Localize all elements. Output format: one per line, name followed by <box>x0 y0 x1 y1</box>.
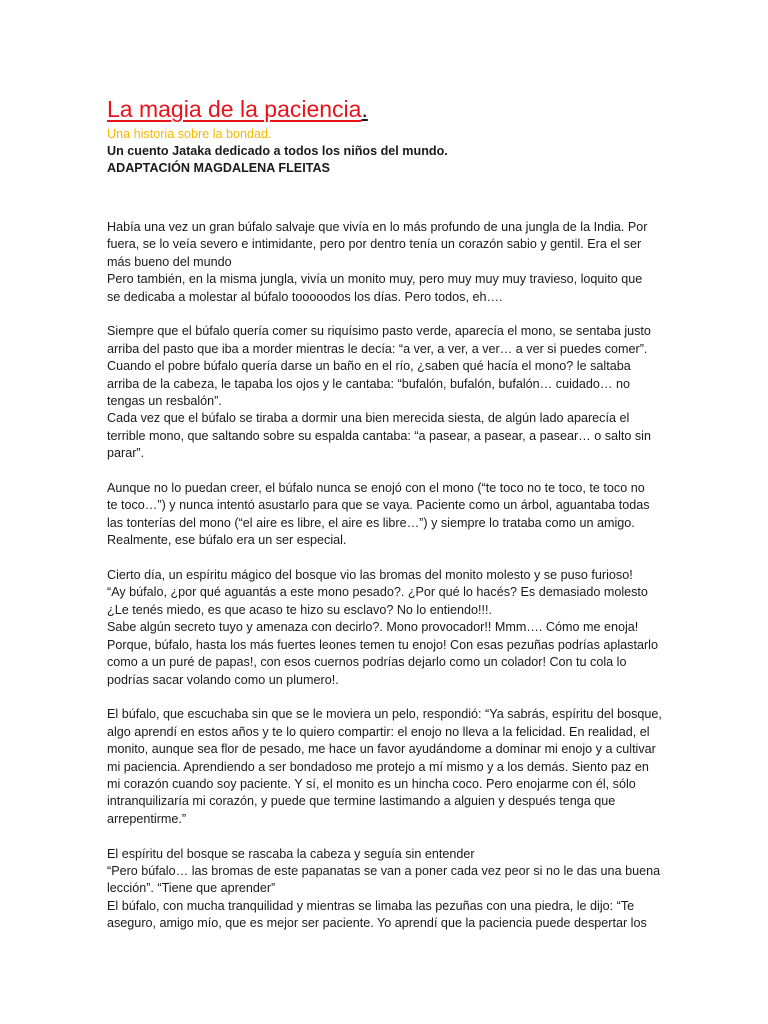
text-line: aseguro, amigo mío, que es mejor ser paciente. Yo aprendí que la paciencia puede despertar los <box>107 916 647 931</box>
story-paragraph <box>107 219 667 306</box>
text-line: tengas un resbalón”. <box>107 394 222 409</box>
document-subtitle: Una historia sobre la bondad. <box>107 127 272 141</box>
text-line: Sabe algún secreto tuyo y amenaza con decirlo?. Mono provocador!! Mmm…. Cómo me enoja! <box>107 620 639 635</box>
document-title: La magia de la paciencia <box>107 96 362 122</box>
text-line: mi paciencia. Aprendiendo a ser bondadoso me protejo a mí mismo y a los demás. Siento paz en <box>107 759 649 774</box>
story-paragraph <box>107 846 667 933</box>
text-line: Cada vez que el búfalo se tiraba a dormir una bien merecida siesta, de algún lado aparecía el <box>107 411 630 426</box>
text-line: Porque, búfalo, hasta los más fuertes leones temen tu enojo! Con esas pezuñas podrías aplastarlo <box>107 637 658 652</box>
text-line: lección”. “Tiene que aprender” <box>107 881 276 896</box>
story-paragraph <box>107 567 667 689</box>
text-line: las tonterías del mono (“el aire es libre, el aire es libre…”) y siempre lo trataba como un amigo. <box>107 515 635 530</box>
text-line: Aunque no lo puedan creer, el búfalo nunca se enojó con el mono (“te toco no te toco, te toco no <box>107 481 645 496</box>
text-line: podrías sacar volando como un plumero!. <box>107 672 339 687</box>
text-line: ¿Le tenés miedo, es que acaso te hizo su esclavo? No lo entiendo!!!. <box>107 602 493 617</box>
document-adaptation-credit: ADAPTACIÓN MAGDALENA FLEITAS <box>107 161 330 175</box>
text-line: algo aprendí en estos años y te lo quiero compartir: el enojo no lleva a la felicidad. En realidad, el <box>107 724 650 739</box>
text-line: más bueno del mundo <box>107 254 232 269</box>
text-line: arriba del pasto que iba a morder mientras le decía: “a ver, a ver, a ver… a ver si puedes comer”. <box>107 341 648 356</box>
text-line: El búfalo, que escuchaba sin que se le moviera un pelo, respondió: “Ya sabrás, espíritu del bosque, <box>107 707 662 722</box>
text-line: Cierto día, un espíritu mágico del bosque vio las bromas del monito molesto y se puso furioso! <box>107 568 633 583</box>
text-line: Siempre que el búfalo quería comer su riquísimo pasto verde, aparecía el mono, se sentaba justo <box>107 324 651 339</box>
text-line: intranquilizaría mi corazón, y puede que termine lastimando a alguien y después tenga que <box>107 794 616 809</box>
text-line: Había una vez un gran búfalo salvaje que vivía en lo más profundo de una jungla de la India. Por <box>107 220 648 234</box>
story-paragraph <box>107 480 667 550</box>
text-line: arrepentirme.” <box>107 811 187 826</box>
text-line: Pero también, en la misma jungla, vivía un monito muy, pero muy muy muy travieso, loquito que <box>107 272 643 287</box>
document-dedication: Un cuento Jataka dedicado a todos los niños del mundo. <box>107 144 448 158</box>
text-line: mi corazón cuando soy paciente. Y sí, el monito es un hincha coco. Pero enojarme con él, sólo <box>107 776 636 791</box>
text-line: El búfalo, con mucha tranquilidad y mientras se limaba las pezuñas con una piedra, le dijo: “Te <box>107 898 635 913</box>
text-line: se dedicaba a molestar al búfalo tooooodos los días. Pero todos, eh…. <box>107 289 503 304</box>
text-line: “Pero búfalo… las bromas de este papanatas se van a poner cada vez peor si no le das una buena <box>107 863 661 878</box>
title-row <box>107 94 667 124</box>
text-line: Realmente, ese búfalo era un ser especial. <box>107 533 347 548</box>
text-line: parar”. <box>107 446 145 461</box>
story-body <box>107 219 667 933</box>
text-line: fuera, se lo veía severo e intimidante, pero por dentro tenía un corazón sabio y gentil. Era el ser <box>107 237 642 252</box>
text-line: Cuando el pobre búfalo quería darse un baño en el río, ¿saben qué hacía el mono? le saltaba <box>107 359 631 374</box>
text-line: te toco…”) y nunca intentó asustarlo para que se vaya. Paciente como un árbol, aguantaba todas <box>107 498 650 513</box>
story-paragraph <box>107 706 667 828</box>
text-line: El espíritu del bosque se rascaba la cabeza y seguía sin entender <box>107 846 475 861</box>
text-line: como a un puré de papas!, con esos cuernos podrías dejarlo como un colador! Con tu cola lo <box>107 655 627 670</box>
story-paragraph <box>107 323 667 462</box>
text-line: monito, aunque sea flor de pesado, me hace un favor ayudándome a dominar mi enojo y a cultivar <box>107 742 656 757</box>
document-page <box>107 94 667 950</box>
text-line: terrible mono, que saltando sobre su espalda cantaba: “a pasear, a pasear, a pasear… o salto sin <box>107 428 651 443</box>
text-line: arriba de la cabeza, le tapaba los ojos y le cantaba: “bufalón, bufalón, bufalón… cuidado… no <box>107 376 630 391</box>
title-punctuation: . <box>361 96 368 122</box>
text-line: “Ay búfalo, ¿por qué aguantás a este mono pesado?. ¿Por qué lo hacés? Es demasiado molesto <box>107 585 648 600</box>
